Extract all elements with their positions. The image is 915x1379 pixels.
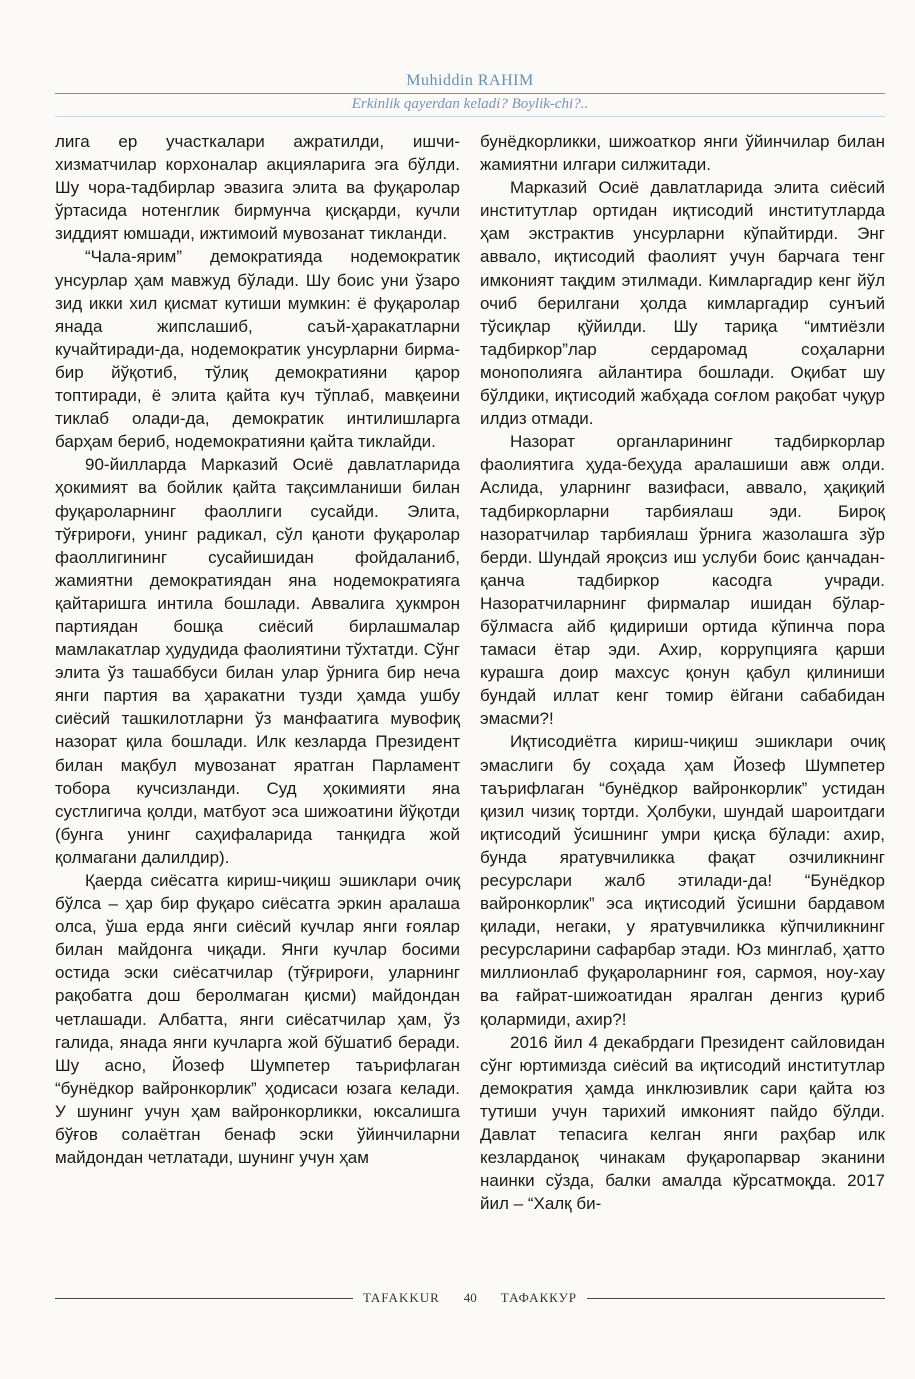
- paragraph: 90-йилларда Марказий Осиё давлатларида ҳокимият ва бойлик қайта тақсимланиши билан фуқароларнинг фаоллиги сусайди. Элита, тўғрироғи, унинг радикал, сўл қаноти фуқаролар фаоллигининг сусайишидан фойдаланиб, жамиятни демократиядан яна нодемократияга қайтаришга интила бошлади. Аввалига ҳукмрон партиядан бошқа сиёсий бирлашмалар мамлакатлар ҳудудида фаолиятини тўхтатди. Сўнг элита ўз ташаббуси билан улар ўрнига бир неча янги партия ва ҳаракатни тузди ҳамда ушбу сиёсий ташкилотларни ўз манфаатига мувофиқ назорат қила бошлади. Илк кезларда Президент билан мақбул мувозанат яратган Парламент тобора кучсизланди. Суд ҳокимияти яна суcтлигича қолди, матбуот эса шижоатини йўқотди (бунга унинг саҳифаларида танқидга жой қолмагани далилдир).: [55, 455, 460, 867]
- paragraph: бунёдкорликки, шижоаткор янги ўйинчилар билан жамиятни илгари силжитади.: [480, 132, 885, 175]
- header-rule: [55, 93, 885, 94]
- footer-journal-latin: TAFAKKUR: [363, 1290, 440, 1305]
- paragraph: Қаерда сиёсатга кириш-чиқиш эшиклари очиқ бўлса – ҳар бир фуқаро сиёсатга эркин аралаша олса, ўша ерда янги сиёсий кучлар янги ғоялар билан майдонга чиқади. Янги кучлар босими остида эски сиёсатчилар (тўғрироғи, уларнинг рақобатга дош беролмаган қисми) майдондан четлашади. Албатта, янги сиёсатчилар ҳам, ўз галида, янада янги кучларга жой бўшатиб беради. Шу асно, Йозеф Шумпетер таърифлаган “бунёдкор вайронкорлик” ҳодисаси юзага келади. У шунинг учун ҳам вайронкорликки, юксалишга бўғов солаётган бенаф эски ўйинчиларни майдондан четлатади, шунинг учун ҳам: [55, 871, 460, 1168]
- left-column: [55, 130, 460, 1215]
- paragraph: Назорат органларининг тадбиркорлар фаолиятига ҳуда-беҳуда аралашиши авж олди. Аслида, уларнинг вазифаси, аввало, ҳақиқий тадбиркорларни тарбиялаш эди. Бироқ назоратчилар тарбиялаш ўрнига жазолашга зўр берди. Шундай яроқсиз иш услуби боис қанчадан-қанча тадбиркор касодга учради. Назоратчиларнинг фирмалар ишидан бўлар-бўлмасга айб қидириши ортида кўпинча пора тамаси ётар эди. Ахир, коррупцияга қарши курашга доир махсус қонун қабул қилиниши бундай иллат кенг томир ёйгани сабабидан эмасми?!: [480, 432, 885, 729]
- paragraph: лига ер участкалари ажратилди, ишчи-хизматчилар корхоналар акцияларига эга бўлди. Шу чора-тадбирлар эвазига элита ва фуқаролар ўртасида нотенглик бирмунча қисқарди, кучли зиддият юмшади, ижтимоий мувозанат тикланди.: [55, 132, 460, 244]
- paragraph: “Чала-ярим” демократияда нодемократик унсурлар ҳам мавжуд бўлади. Шу боис уни ўзаро зид икки хил қисмат кутиши мумкин: ё фуқаролар янада жипслашиб, саъй-ҳаракатларни кучайтиради-да, нодемократик унсурларни бирма-бир йўқотиб, тўлиқ демократияни қарор топтиради, ё элита қайта куч тўплаб, мавқеини тиклаб олади-да, демократик интилишларга барҳам бериб, нодемократияни қайта тиклайди.: [55, 247, 460, 452]
- paragraph: Марказий Осиё давлатларида элита сиёсий институтлар ортидан иқтисодий институтларда ҳам экстрактив унсурларни кўпайтирди. Энг аввало, иқтисодий фаолият учун барчага тенг имконият тақдим этилмади. Кимларгадир кенг йўл очиб берилгани ҳолда кимларгадир сунъий тўсиқлар қўйилди. Шу тариқа “имтиёзли тадбиркор”лар сердаромад соҳаларни монополияга айлантира бошлади. Оқибат шу бўлдики, иқтисодий жабҳада соғлом рақобат чуқур илдиз отмади.: [480, 178, 885, 429]
- footer-rule-right: [587, 1298, 885, 1299]
- page-number: 40: [463, 1290, 477, 1305]
- running-header: [55, 68, 885, 117]
- body-columns: [55, 130, 885, 1215]
- right-column: [480, 130, 885, 1215]
- footer-rule-left: [55, 1298, 353, 1299]
- page-footer: [55, 1290, 885, 1306]
- header-rule-thin: [55, 116, 885, 117]
- paragraph: Иқтисодиётга кириш-чиқиш эшиклари очиқ эмаслиги бу соҳада ҳам Йозеф Шумпетер таърифлаган “бунёдкор вайронкорлик” устидан қизил чизиқ тортди. Ҳолбуки, шундай шароитдаги иқтисодий ўсишнинг умри қисқа бўлади: ахир, бунда яратувчиликка фақат озчиликнинг ресурслари жалб этилади-да! “Бунёдкор вайронкорлик” эса иқтисодий ўсишни бардавом қилади, негаки, у яратувчиликка кўпчиликнинг ресурсларини сафарбар этади. Юз минглаб, ҳатто миллионлаб фуқароларнинг ғоя, сармоя, ноу-хау ва ғайрат-шижоатидан яралган денгиз қуриб қолармиди, ахир?!: [480, 732, 885, 1029]
- paragraph: 2016 йил 4 декабрдаги Президент сайловидан сўнг юртимизда сиёсий ва иқтисодий институтлар демократия ҳамда инклюзивлик сари қайта юз тутиши учун тарихий имконият пайдо бўлди. Давлат тепасига келган янги раҳбар илк кезларданоқ чинакам фуқаропарвар эканини наинки сўзда, балки амалда кўрсатмоқда. 2017 йил – “Халқ би-: [480, 1032, 885, 1214]
- author-name: Muhiddin RAHIM: [406, 72, 534, 89]
- article-subtitle: Erkinlik qayerdan keladi? Boylik-chi?..: [351, 96, 589, 112]
- footer-journal-cyrillic: ТАФАККУР: [500, 1290, 577, 1305]
